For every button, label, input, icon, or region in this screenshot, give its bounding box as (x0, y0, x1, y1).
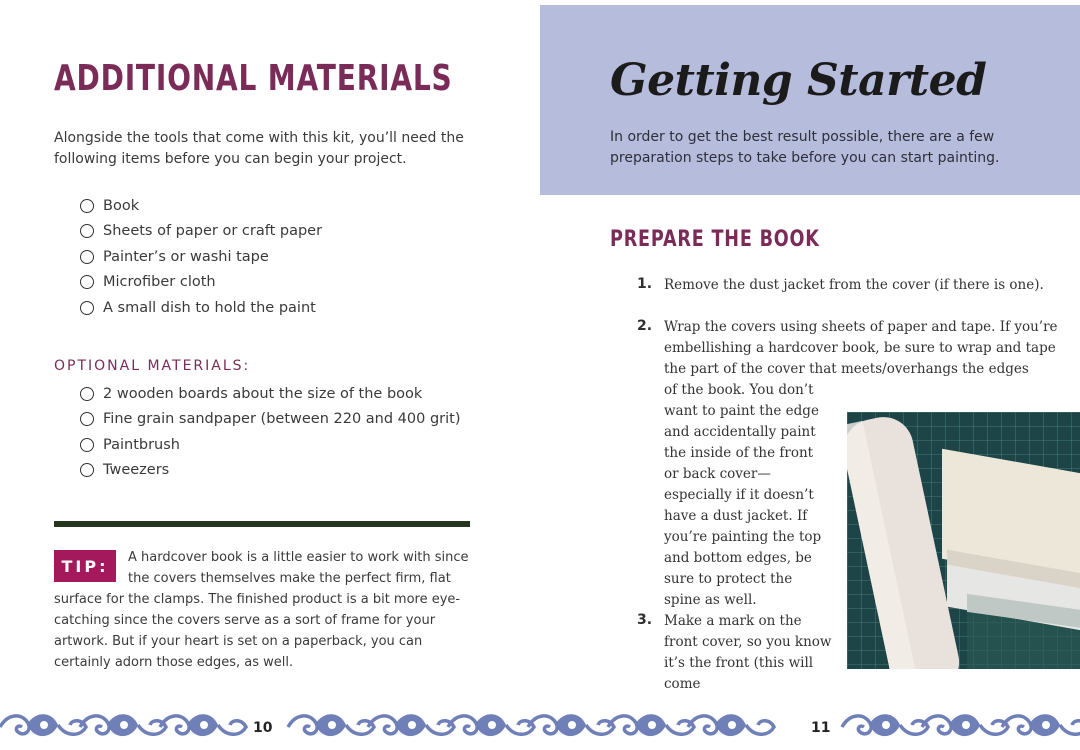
list-item: Microfiber cloth (80, 270, 322, 296)
list-item: A small dish to hold the paint (80, 295, 322, 321)
book-wrapping-photo (847, 412, 1080, 669)
list-item: 2 wooden boards about the size of the book (80, 381, 461, 407)
tip-text-first: A hardcover book is a little easier to work with since the covers themselves make the perfect firm, flat (128, 550, 469, 586)
list-item: Book (80, 193, 322, 219)
intro-paragraph: In order to get the best result possible, there are a few preparation steps to take before you can start painting. (610, 129, 1000, 166)
tip-text-rest: surface for the clamps. The finished product is a bit more eye-catching since the covers serve as a sort of frame for your artwork. But if your heart is set on a paperback, you can certainly adorn those edges, as well. (54, 592, 461, 670)
intro-paragraph: Alongside the tools that come with this kit, you’ll need the following items before you can begin your project. (54, 130, 464, 167)
section-heading: PREPARE THE BOOK (610, 227, 820, 252)
tip-badge: TIP: (54, 550, 116, 582)
checkbox-circle-icon (80, 412, 94, 426)
list-item: Fine grain sandpaper (between 220 and 400 grit) (80, 407, 461, 433)
step-text-narrow: of the book. You don’t want to paint the edge and accidentally paint the inside of the front or back cover—especially if it doesn’t have a dust jacket. If you’re painting the top and bottom edges, be sure to protect the spine as well. (664, 382, 822, 608)
page-title: ADDITIONAL MATERIALS (54, 58, 453, 99)
checkbox-circle-icon (80, 387, 94, 401)
checkbox-circle-icon (80, 224, 94, 238)
checkbox-circle-icon (80, 199, 94, 213)
step-number: 3. (637, 612, 653, 628)
list-item: Tweezers (80, 458, 461, 484)
materials-checklist (80, 193, 322, 321)
list-item: Paintbrush (80, 432, 461, 458)
checkbox-circle-icon (80, 463, 94, 477)
page-number-right: 11 (811, 720, 831, 736)
page-number-left: 10 (253, 720, 273, 736)
checkbox-circle-icon (80, 301, 94, 315)
page-title: Getting Started (610, 55, 987, 106)
optional-materials-checklist (80, 381, 461, 483)
ornamental-footer-border (0, 705, 1080, 750)
list-item: Painter’s or washi tape (80, 244, 322, 270)
checkbox-circle-icon (80, 438, 94, 452)
step-number: 1. (637, 276, 653, 292)
step-text: Make a mark on the front cover, so you know it’s the front (this will come (664, 613, 832, 692)
photo-illustration (847, 412, 1080, 669)
checkbox-circle-icon (80, 275, 94, 289)
step-text-wide: Wrap the covers using sheets of paper and tape. If you’re embellishing a hardcover book, be sure to wrap and tape the part of the cover that meets/overhangs the edges (664, 319, 1058, 377)
section-divider (54, 521, 470, 527)
right-page (540, 0, 1080, 750)
step-text: Remove the dust jacket from the cover (if there is one). (664, 277, 1044, 293)
checkbox-circle-icon (80, 250, 94, 264)
step-number: 2. (637, 318, 653, 334)
optional-materials-heading: OPTIONAL MATERIALS: (54, 358, 251, 374)
list-item: Sheets of paper or craft paper (80, 219, 322, 245)
